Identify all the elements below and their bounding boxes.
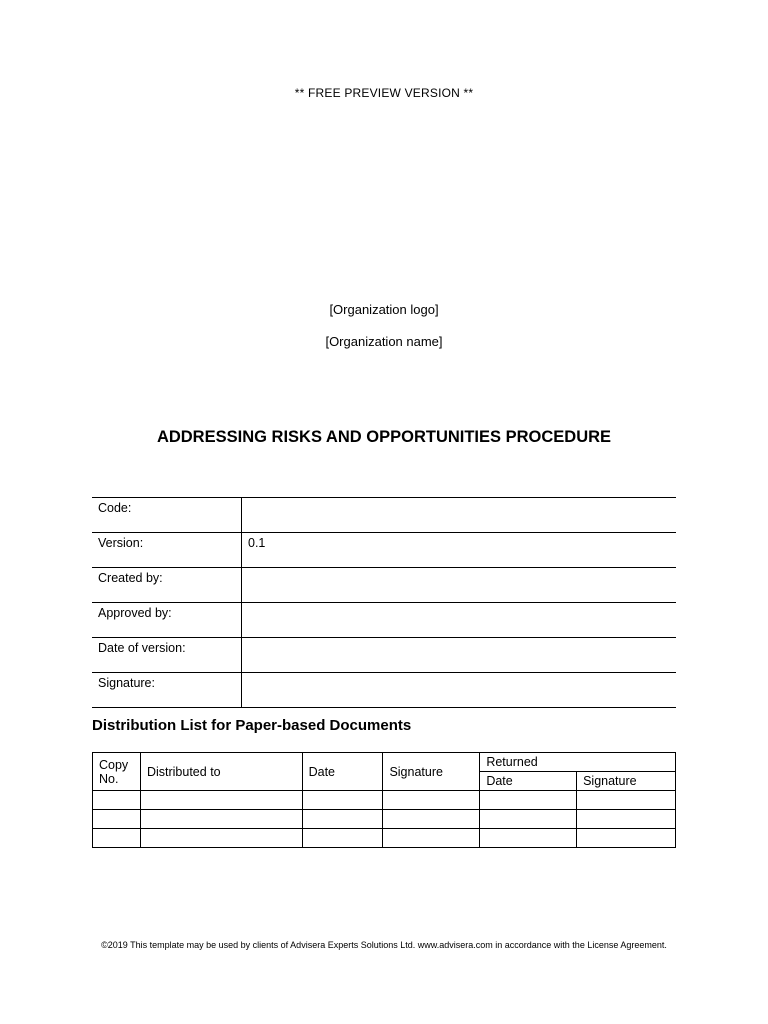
preview-banner: ** FREE PREVIEW VERSION **	[294, 86, 474, 100]
table-cell	[302, 829, 383, 848]
table-cell	[577, 791, 676, 810]
header-returned-signature: Signature	[577, 772, 676, 791]
table-cell	[93, 829, 141, 848]
table-cell	[577, 810, 676, 829]
info-row-version	[92, 533, 676, 568]
info-value	[242, 673, 677, 708]
info-row-date-of-version	[92, 638, 676, 673]
info-row-created-by	[92, 568, 676, 603]
header-returned-date: Date	[480, 772, 577, 791]
table-cell	[93, 791, 141, 810]
header-copy-no: Copy No.	[93, 753, 141, 791]
info-label: Date of version:	[92, 638, 242, 673]
header-signature: Signature	[383, 753, 480, 791]
distribution-row	[93, 810, 676, 829]
table-cell	[383, 810, 480, 829]
table-cell	[480, 810, 577, 829]
info-label: Signature:	[92, 673, 242, 708]
info-value	[242, 638, 677, 673]
info-row-approved-by	[92, 603, 676, 638]
info-value	[242, 603, 677, 638]
info-label: Version:	[92, 533, 242, 568]
table-cell	[140, 810, 302, 829]
info-value	[242, 498, 677, 533]
info-row-signature	[92, 673, 676, 708]
organization-logo-placeholder: [Organization logo]	[329, 302, 439, 317]
distribution-row	[93, 791, 676, 810]
table-cell	[480, 829, 577, 848]
table-cell	[302, 810, 383, 829]
distribution-list-title: Distribution List for Paper-based Documents	[92, 717, 412, 734]
table-cell	[480, 791, 577, 810]
header-distributed-to: Distributed to	[140, 753, 302, 791]
header-returned: Returned	[480, 753, 676, 772]
copyright-footer: ©2019 This template may be used by clients of Advisera Experts Solutions Ltd. www.advisera.com in accordance with the License Agreement.	[101, 940, 667, 950]
table-cell	[302, 791, 383, 810]
table-cell	[383, 791, 480, 810]
info-label: Created by:	[92, 568, 242, 603]
info-label: Code:	[92, 498, 242, 533]
distribution-table	[92, 752, 676, 848]
table-cell	[140, 829, 302, 848]
distribution-row	[93, 829, 676, 848]
info-value	[242, 568, 677, 603]
info-label: Approved by:	[92, 603, 242, 638]
organization-name-placeholder: [Organization name]	[325, 334, 443, 349]
document-title: ADDRESSING RISKS AND OPPORTUNITIES PROCEDURE	[156, 428, 612, 446]
table-cell	[140, 791, 302, 810]
table-cell	[93, 810, 141, 829]
document-info-table	[92, 497, 676, 708]
header-date: Date	[302, 753, 383, 791]
info-value: 0.1	[242, 533, 677, 568]
table-cell	[383, 829, 480, 848]
table-cell	[577, 829, 676, 848]
info-row-code	[92, 498, 676, 533]
